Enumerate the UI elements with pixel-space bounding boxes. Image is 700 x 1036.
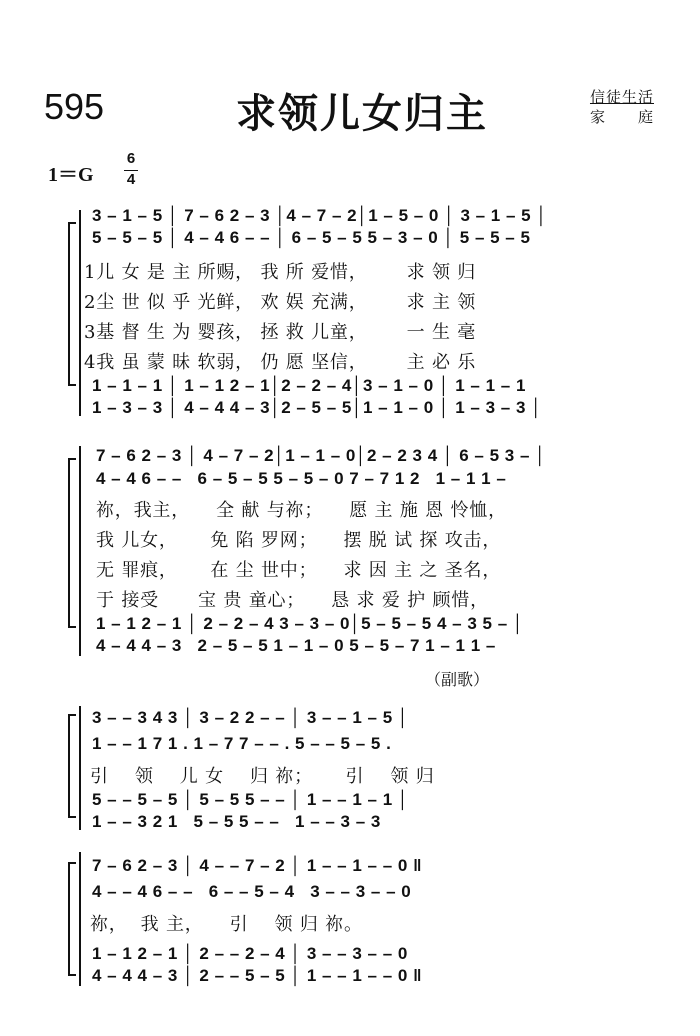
- system-bracket: [68, 458, 76, 628]
- bass-line: 1 – 3 – 3 │ 4 – 4 4 – 3│2 – 5 – 5│1 – 1 – 0 │ 1 – 3 – 3 │: [92, 398, 543, 417]
- tenor-line: 1 – 1 2 – 1 │ 2 – 2 – 4 3 – 3 – 0│5 – 5 – 5 4 – 3 5 – │: [96, 614, 524, 633]
- bass-line: 4 – 4 4 – 3 2 – 5 – 5 1 – 1 – 0 5 – 5 – 7 1 – 1 1 –: [96, 636, 502, 655]
- tenor-line: 1 – 1 – 1 │ 1 – 1 2 – 1│2 – 2 – 4│3 – 1 – 0 │ 1 – 1 – 1: [92, 376, 526, 395]
- soprano-line: 7 – 6 2 – 3 │ 4 – – 7 – 2 │ 1 – – 1 – – 0 ‖: [92, 856, 423, 875]
- lyric-verse-4: 4我 虽 蒙 昧 软弱， 仍 愿 坚信， 主 必 乐: [84, 352, 477, 373]
- bass-line: 4 – 4 4 – 3 │ 2 – – 5 – 5 │ 1 – – 1 – – 0 ‖: [92, 966, 423, 985]
- alto-line: 4 – 4 6 – – 6 – 5 – 5 5 – 5 – 0 7 – 7 1 2 1 – 1 1 –: [96, 469, 512, 488]
- lyric-verse-2: 2尘 世 似 乎 光鲜， 欢 娱 充满， 求 主 领: [84, 292, 477, 313]
- category-secondary: 家 庭: [589, 108, 654, 126]
- tenor-line: 5 – – 5 – 5 │ 5 – 5 5 – – │ 1 – – 1 – 1 │: [92, 790, 410, 809]
- chorus-label: （副歌）: [425, 670, 490, 689]
- lyric-verse-2: 我 儿女， 免 陷 罗网； 摆 脱 试 探 攻击，: [96, 530, 502, 551]
- lyric-chorus: 祢， 我 主， 引 领 归 祢。: [90, 914, 363, 935]
- lyric-verse-1: 祢，我主， 全 献 与祢； 愿 主 施 恩 怜恤，: [96, 500, 507, 521]
- system-bracket: [68, 714, 76, 818]
- bass-line: 1 – – 3 2 1 5 – 5 5 – – 1 – – 3 – 3: [92, 812, 381, 831]
- alto-line: 4 – – 4 6 – – 6 – – 5 – 4 3 – – 3 – – 0: [92, 882, 412, 901]
- time-signature-top: 6: [126, 150, 136, 167]
- alto-line: 5 – 5 – 5 │ 4 – 4 6 – – │ 6 – 5 – 5 5 – 3 – 0 │ 5 – 5 – 5: [92, 228, 531, 247]
- system-bracket: [68, 222, 76, 386]
- lyric-chorus: 引 领 儿 女 归 祢； 引 领 归: [90, 766, 435, 787]
- system-left-barline: [79, 852, 81, 986]
- soprano-line: 3 – 1 – 5 │ 7 – 6 2 – 3 │4 – 7 – 2│1 – 5 – 0 │ 3 – 1 – 5 │: [92, 206, 548, 225]
- hymn-number: 595: [44, 86, 105, 127]
- lyric-verse-4: 于 接受 宝 贵 童心； 恳 求 爱 护 顾惜，: [96, 590, 489, 611]
- time-signature-bottom: 4: [126, 171, 136, 188]
- alto-line: 1 – – 1 7 1 . 1 – 7 7 – – . 5 – – 5 – 5 .: [92, 734, 392, 753]
- system-left-barline: [79, 446, 81, 656]
- soprano-line: 3 – – 3 4 3 │ 3 – 2 2 – – │ 3 – – 1 – 5 │: [92, 708, 410, 727]
- system-bracket: [68, 862, 76, 976]
- lyric-verse-3: 无 罪痕， 在 尘 世中； 求 因 主 之 圣名，: [96, 560, 502, 581]
- system-left-barline: [79, 706, 81, 830]
- lyric-verse-3: 3基 督 生 为 婴孩， 拯 救 儿童， 一 生 毫: [84, 322, 477, 343]
- soprano-line: 7 – 6 2 – 3 │ 4 – 7 – 2│1 – 1 – 0│2 – 2 3 4 │ 6 – 5 3 – │: [96, 446, 547, 465]
- lyric-verse-1: 1儿 女 是 主 所赐， 我 所 爱惜， 求 领 归: [84, 262, 477, 283]
- category-primary: 信徒生活: [589, 88, 654, 106]
- hymn-title: 求领儿女归主: [236, 91, 488, 137]
- system-left-barline: [79, 210, 81, 416]
- tenor-line: 1 – 1 2 – 1 │ 2 – – 2 – 4 │ 3 – – 3 – – 0: [92, 944, 408, 963]
- key-signature: 1＝G: [48, 164, 94, 186]
